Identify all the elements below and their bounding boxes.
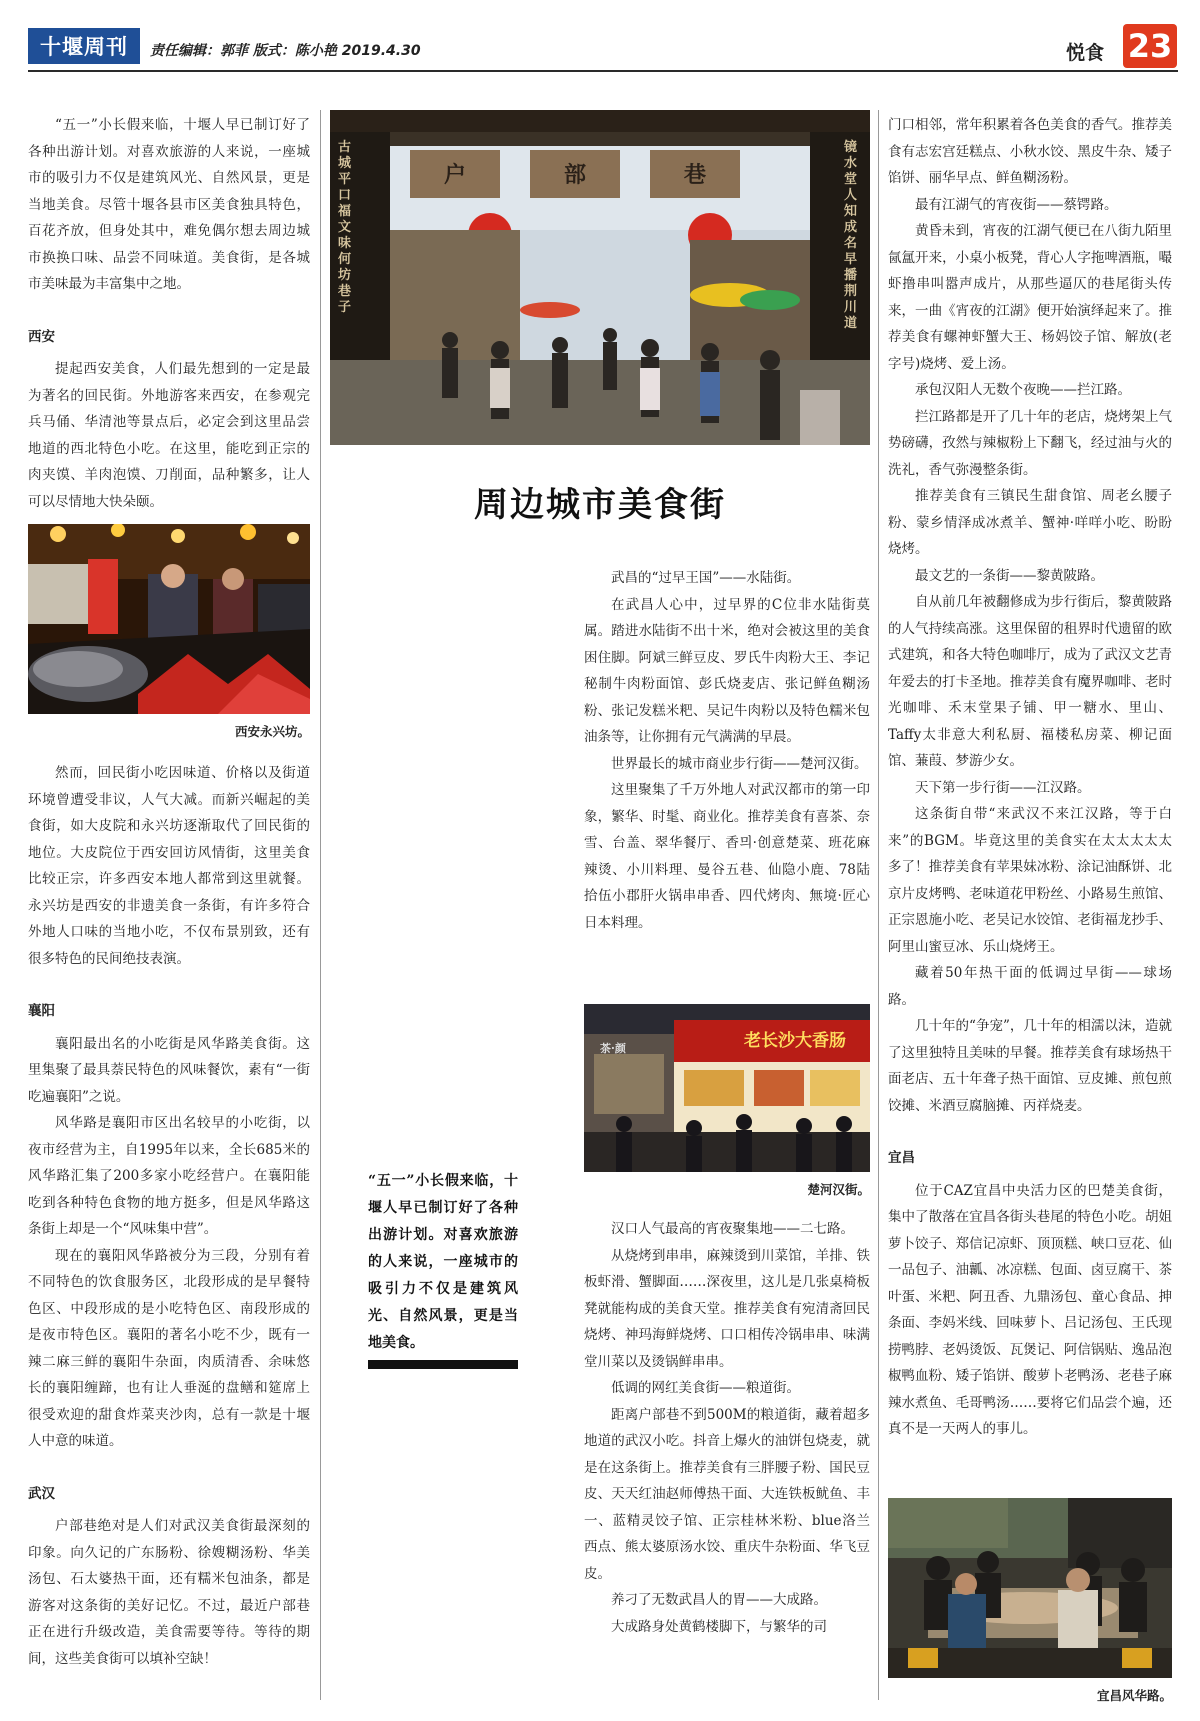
- paragraph: 最有江湖气的宵夜街——蔡锷路。: [915, 196, 1118, 213]
- paragraph: 世界最长的城市商业步行街——楚河汉街。: [611, 755, 868, 772]
- photo-hubuxiang: [330, 110, 870, 445]
- paragraph: 风华路是襄阳市区出名较早的小吃街，以夜市经营为主，自1995年以来，全长685米的风华路汇集了200多家小吃经营户。在襄阳能吃到各种特色食物的地方挺多，但是风华路这条街上却是一个“风味集中营”。: [28, 1115, 310, 1237]
- photo-xian-yongxingfang: [28, 524, 310, 714]
- paragraph: 距离户部巷不到500M的粮道街，藏着超多地道的武汉小吃。抖音上爆火的油饼包烧麦，就是在这条街上。推荐美食有三胖腰子粉、国民豆皮、天天红油赵师傅热干面、大连铁板鱿鱼、丰一、蓝精灵饺子馆、正宗桂林米粉、blue洛兰西点、熊太婆原汤水饺、重庆牛杂粉面、华飞豆皮。: [584, 1406, 870, 1582]
- column-1-top: [28, 112, 310, 515]
- paragraph: 拦江路都是开了几十年的老店，烧烤架上气势磅礴，孜然与辣椒粉上下翻飞，经过油与火的洗礼，香气弥漫整条街。: [888, 408, 1172, 478]
- paragraph: 武昌的“过早王国”——水陆街。: [611, 570, 801, 586]
- paragraph: 从烧烤到串串，麻辣烫到川菜馆，羊排、铁板虾滑、蟹脚面……深夜里，这儿是几张桌椅板凳就能构成的美食天堂。推荐美食有宛清斋回民烧烤、神玛海鲜烧烤、口口相传冷锅串串、味满堂川菜以及烫锅鲜串串。: [584, 1247, 870, 1370]
- photo-main-banner-3: 巷: [684, 162, 707, 188]
- photo-main-banner-1: 户: [444, 162, 467, 188]
- section-heading: 西安: [28, 328, 55, 345]
- pull-quote: “五一”小长假来临，十堰人早已制订好了各种出游计划。对喜欢旅游的人来说，一座城市的吸引力不仅是建筑风光、自然风景，更是当地美食。: [368, 1173, 518, 1351]
- paragraph: 这里聚集了千万外地人对武汉都市的第一印象，繁华、时髦、商业化。推荐美食有喜茶、奈雪、台盖、翠华餐厅、香믜·创意楚菜、班花麻辣烫、小川料理、曼谷五巷、仙隐小鹿、78陆拾伍小郡肝火锅串串香、四代烤肉、無境·匠心日本料理。: [584, 782, 870, 931]
- caption-hanjie: 楚河汉街。: [807, 1182, 870, 1197]
- paragraph: 提起西安美食，人们最先想到的一定是最为著名的回民街。外地游客来西安，在参观完兵马俑、华清池等景点后，必定会到这里品尝地道的西北特色小吃。在这里，能吃到正宗的肉夹馍、羊肉泡馍、刀削面，品种繁多，让人可以尽情地大快朵颐。: [28, 361, 310, 510]
- paragraph: 承包汉阳人无数个夜晚——拦江路。: [915, 382, 1131, 398]
- paragraph: 自从前几年被翻修成为步行街后，黎黄陂路的人气持续高涨。这里保留的租界时代遗留的欧式建筑，和各大特色咖啡厅，成为了武汉文艺青年爱去的打卡圣地。推荐美食有魔界咖啡、老时光咖啡、禾末堂果子铺、甲一糖水、里山、Taffy太非意大利私厨、福楼私房菜、柳记面馆、蒹葭、梦游少女。: [888, 594, 1172, 769]
- paragraph: 天下第一步行街——江汉路。: [915, 779, 1091, 796]
- paragraph: 户部巷绝对是人们对武汉美食街最深刻的印象。向久记的广东肠粉、徐嫂糊汤粉、华美汤包、石太婆热干面，还有糯米包油条，都是游客对这条街的美好记忆。不过，最近户部巷正在进行升级改造，美食需要等待。等待的期间，这些美食街可以填补空缺！: [28, 1518, 310, 1667]
- section-heading: 宜昌: [888, 1150, 915, 1166]
- masthead-meta: 责任编辑：郭菲 版式：陈小艳 2019.4.30: [150, 43, 421, 59]
- paragraph: 然而，回民街小吃因味道、价格以及街道环境曾遭受非议，人气大减。而新兴崛起的美食街，如大皮院和永兴坊逐渐取代了回民街的地位。大皮院位于西安回访风情街，这里美食比较正宗，许多西安本地人都常到这里就餐。永兴坊是西安的非遗美食一条街，有许多符合外地人口味的当地小吃，不仅布景别致，还有很多特色的民间绝技表演。: [28, 765, 310, 967]
- column-1-bottom: [28, 760, 310, 1672]
- column-4: [888, 112, 1172, 1443]
- paragraph: 藏着50年热干面的低调过早街——球场路。: [888, 965, 1172, 1008]
- paragraph: 养刁了无数武昌人的胃——大成路。: [611, 1592, 827, 1608]
- paragraph: 推荐美食有三镇民生甜食馆、周老幺腰子粉、蒙乡情泽成冰煮羊、蟹神·咩咩小吃、盼盼烧烤。: [888, 488, 1172, 557]
- photo-hanjie-sign: 老长沙大香肠: [744, 1031, 846, 1051]
- page-number: 23: [1123, 24, 1177, 68]
- paragraph: 位于CAZ宜昌中央活力区的巴楚美食街，集中了散落在宜昌各街头巷尾的特色小吃。胡姐萝卜饺子、郑信记凉虾、顶顶糕、峡口豆花、仙一品包子、油瓤、冰凉糕、包面、卤豆腐干、茶叶蛋、米粑、阿丑香、九鼎汤包、童心食品、抻条面、李妈米线、回味萝卜、吕记汤包、王氏现捞鸭脖、老妈烫饭、瓦煲记、阿信锅贴、逸品泡椒鸭血粉、矮子馅饼、酸萝卜老鸭汤、老巷子麻辣水煮鱼、毛哥鸭汤……要将它们品尝个遍，还真不是一天两人的事儿。: [888, 1182, 1172, 1437]
- photo-hanjie-sign2: 茶·颜: [600, 1042, 626, 1055]
- paragraph: 现在的襄阳风华路被分为三段，分别有着不同特色的饮食服务区，北段形成的是早餐特色区、中段形成的是小吃特色区、南段形成的是夜市特色区。襄阳的著名小吃不少，既有一辣二麻三鲜的襄阳牛杂面，肉质清香、余味悠长的襄阳缠蹄，也有让人垂涎的盘鳝和筵席上很受欢迎的甜食炸菜夹沙肉，总有一款是十堰人中意的味道。: [28, 1247, 310, 1449]
- paragraph: 低调的网红美食街——粮道街。: [611, 1380, 800, 1396]
- paragraph: 门口相邻，常年积累着各色美食的香气。推荐美食有志宏宫廷糕点、小秋水饺、黑皮牛杂、矮子馅饼、丽华早点、鲜鱼糊汤粉。: [888, 117, 1172, 186]
- section-heading: 襄阳: [28, 1003, 55, 1019]
- section-label: 悦食: [1066, 42, 1105, 64]
- photo-hubuxiang-image: [330, 110, 870, 445]
- photo-xian-image: [28, 524, 310, 714]
- column-3-top: [584, 565, 870, 936]
- column-3-bottom: [584, 1216, 870, 1640]
- paragraph: 大成路身处黄鹤楼脚下，与繁华的司: [611, 1618, 827, 1635]
- photo-chuhe-hanjie: [584, 1004, 870, 1172]
- paragraph: 襄阳最出名的小吃街是风华路美食街。这里集聚了最具萘民特色的风味餐饮，素有“一街吃遍襄阳”之说。: [28, 1035, 310, 1105]
- paragraph: 汉口人气最高的宵夜聚集地——二七路。: [611, 1221, 854, 1237]
- column-rule-1: [320, 110, 321, 1700]
- caption-xian: 西安永兴坊。: [234, 724, 310, 739]
- header-rule: [28, 70, 1178, 72]
- paragraph: 在武昌人心中，过早界的C位非水陆街莫属。踏进水陆街不出十米，绝对会被这里的美食困住脚。阿斌三鲜豆皮、罗氏牛肉粉大王、李记秘制牛肉粉面馆、彭氏烧麦店、张记鲜鱼糊汤粉、张记发糕米粑、吴记牛肉粉以及特色糯米包油条等，让你拥有元气满满的早晨。: [584, 596, 870, 745]
- pull-quote-bar: [368, 1360, 518, 1369]
- section-heading: 武汉: [28, 1485, 55, 1502]
- paragraph: 几十年的“争宠”，几十年的相濡以沫，造就了这里独特且美味的早餐。推荐美食有球场热干面老店、五十年聋子热干面馆、豆皮摊、煎包煎饺摊、米酒豆腐脑摊、丙祥烧麦。: [888, 1018, 1172, 1114]
- paragraph: 这条街自带“来武汉不来江汉路，等于白来”的BGM。毕竟这里的美食实在太太太太太多了！推荐美食有苹果妹冰粉、涂记油酥饼、北京片皮烤鸭、老味道花甲粉丝、小路易生煎馆、正宗恩施小吃、老吴记水饺馆、老街福龙抄手、阿里山蜜豆冰、乐山烧烤王。: [888, 806, 1172, 955]
- column-rule-2: [878, 110, 879, 1700]
- photo-main-sign-left: 古城平口福文味何坊巷子: [338, 140, 352, 315]
- article-title: 周边城市美食街: [474, 485, 726, 525]
- photo-main-banner-2: 部: [564, 162, 587, 188]
- paragraph: “五一”小长假来临，十堰人早已制订好了各种出游计划。对喜欢旅游的人来说，一座城市的吸引力不仅是建筑风光、自然风景，更是当地美食。尽管十堰各县市区美食独具特色，百花齐放，但身处其中，难免偶尔想去周边城市换换口味、品尝不同味道。美食街，是各城市美味最为丰富集中之地。: [28, 117, 310, 292]
- paragraph: 黄昏未到，宵夜的江湖气便已在八街九陌里氤氲开来，小桌小板凳，背心人字拖啤酒瓶，嘬虾撸串叫嚣声成片，从那些逼仄的巷尾街头传来，一曲《宵夜的江湖》便开始演绎起来了。推荐美食有螺神虾蟹大王、杨妈饺子馆、解放(老字号)烧烤、爱上汤。: [888, 223, 1172, 372]
- photo-main-sign-right: 镜水堂人知成名早播荆川道: [844, 140, 858, 331]
- photo-yichang-image: [888, 1498, 1172, 1678]
- paragraph: 最文艺的一条街——黎黄陂路。: [915, 567, 1104, 584]
- photo-yichang-fenghualu: [888, 1498, 1172, 1678]
- masthead-logo: 十堰周刊: [28, 28, 140, 64]
- caption-yichang: 宜昌风华路。: [1096, 1688, 1172, 1703]
